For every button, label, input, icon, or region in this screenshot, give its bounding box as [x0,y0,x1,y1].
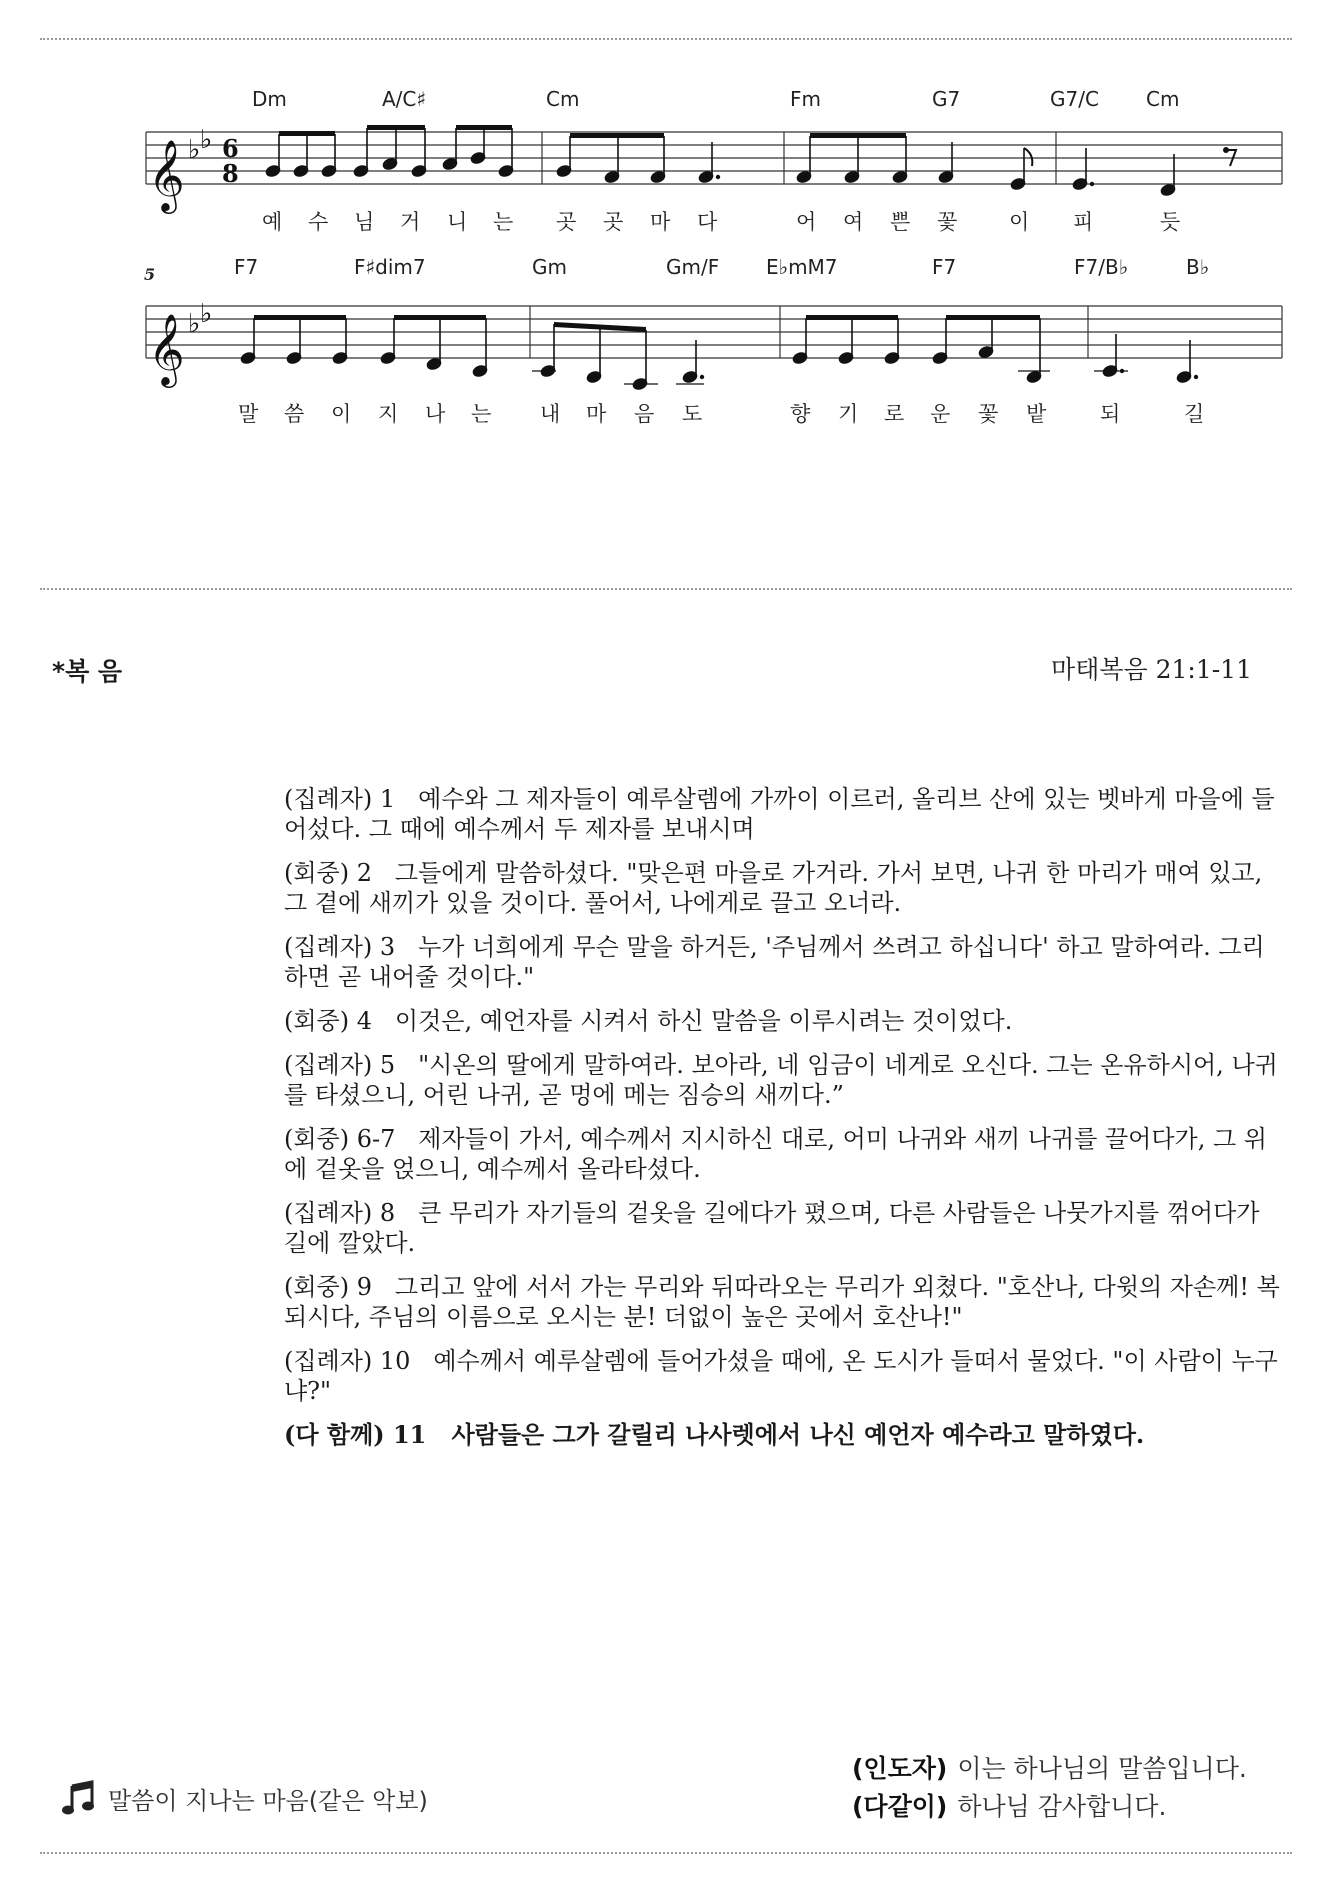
lyric-syllable: 향 [790,402,811,426]
verse-5 [284,1050,1284,1110]
lyric-syllable: 는 [471,402,492,426]
song-note-text: 말씀이 지나는 마음(같은 악보) [108,1786,428,1815]
lyric-syllable: 거 [400,210,421,234]
chord-symbol: F♯dim7 [354,255,426,279]
time-signature: 8 [222,159,239,188]
chord-symbol: Gm [532,255,567,279]
verse-text: 이것은, 예언자를 시켜서 하신 말씀을 이루시려는 것이었다. [394,1007,1013,1035]
lyric-syllable: 지 [378,402,399,426]
music-note-icon [62,1780,96,1816]
chord-symbol: F7 [234,255,259,279]
speaker-label: (집례자) 5 [284,1051,396,1079]
lyric-syllable: 되 [1100,402,1121,426]
lyric-syllable: 피 [1073,210,1094,234]
lyric-syllable: 곳 [556,210,577,234]
speaker-label: (회중) 6-7 [284,1125,396,1153]
verse-8 [284,1198,1284,1258]
notes-measure-5 [240,315,489,378]
scripture-reference: 마태복음 21:1-11 [1051,655,1252,684]
lyric-syllable: 이 [1009,210,1030,234]
verse-10 [284,1346,1284,1406]
verse-text: 예수와 그 제자들이 예루살렘에 가까이 이르러, 올리브 산에 있는 벳바게 마을에 들어섰다. 그 때에 예수께서 두 제자를 보내시며 [284,785,1275,843]
notes-measure-1 [265,125,515,178]
gospel-reading [284,784,1284,1464]
lyric-syllable: 마 [586,402,607,426]
lyric-syllable: 꽃 [978,402,999,426]
chord-symbol: E♭mM7 [766,255,838,279]
all-text: 하나님 감사합니다. [957,1792,1167,1821]
lyric-syllable: 마 [650,210,671,234]
lyric-syllable: 도 [682,402,703,426]
lyric-syllable: 내 [540,402,561,426]
lyric-syllable: 듯 [1160,210,1181,234]
lyric-syllable: 수 [308,210,329,234]
speaker-label: (집례자) 8 [284,1199,396,1227]
treble-clef: 𝄞 [148,138,185,211]
flat-sign: ♭ [188,309,201,339]
chord-symbol: Dm [252,87,287,111]
staff-system-2 [144,255,1282,426]
lyric-syllable: 이 [331,402,352,426]
section-title: *복 음 [52,657,123,686]
lyric-syllable: 어 [796,210,817,234]
verse-text: 사람들은 그가 갈릴리 나사렛에서 나신 예언자 예수라고 말하였다. [451,1420,1145,1449]
lyric-syllable: 기 [838,402,859,426]
lyric-syllable: 로 [884,402,905,426]
chord-symbol: F7 [932,255,957,279]
speaker-label: (회중) 4 [284,1007,372,1035]
lyrics-line-2 [238,402,1204,426]
lyric-syllable: 니 [447,210,468,234]
verse-4 [284,1006,1284,1036]
chord-symbol: G7/C [1050,87,1099,111]
lyric-syllable: 예 [262,210,283,234]
verse-text: 그들에게 말씀하셨다. "맞은편 마을로 가거라. 가서 보면, 나귀 한 마리가 매여 있고, 그 곁에 새끼가 있을 것이다. 풀어서, 나에게로 끌고 오너라. [284,859,1263,917]
lyric-syllable: 는 [493,210,514,234]
notes-measure-4 [1072,147,1236,197]
flat-sign: ♭ [200,125,213,155]
flat-sign: ♭ [188,135,201,165]
verse-text: 누가 너희에게 무슨 말을 하거든, '주님께서 쓰려고 하십니다' 하고 말하여라. 그리하면 곧 내어줄 것이다." [284,933,1265,991]
speaker-label: (집례자) 10 [284,1347,411,1375]
verse-11 [284,1420,1284,1450]
verse-2 [284,858,1284,918]
lyric-syllable: 다 [697,210,718,234]
verse-1 [284,784,1284,844]
lyric-syllable: 밭 [1026,402,1047,426]
verse-text: 그리고 앞에 서서 가는 무리와 뒤따라오는 무리가 외쳤다. "호산나, 다윗의 자손께! 복되시다, 주님의 이름으로 오시는 분! 더없이 높은 곳에서 호산나!" [284,1273,1280,1331]
notes-measure-3 [796,133,1033,191]
treble-clef: 𝄞 [148,312,185,385]
verse-text: 제자들이 가서, 예수께서 지시하신 대로, 어미 나귀와 새끼 나귀를 끌어다가, 그 위에 겉옷을 얹으니, 예수께서 올라타셨다. [284,1125,1267,1183]
lyric-syllable: 쁜 [890,210,911,234]
verse-3 [284,932,1284,992]
notes-measure-7 [792,315,1050,384]
chord-symbol: F7/B♭ [1074,255,1129,279]
measure-number: 5 [144,265,156,284]
lyric-syllable: 씀 [284,402,305,426]
song-reference [62,1780,428,1816]
notes-measure-8 [1094,334,1198,384]
speaker-label: (다 함께) 11 [284,1420,427,1449]
staff-system-1 [146,87,1282,234]
chord-symbol: Gm/F [666,255,720,279]
lyric-syllable: 꽃 [937,210,958,234]
bottom-divider [40,1852,1292,1854]
speaker-label: (회중) 9 [284,1273,372,1301]
middle-divider [40,588,1292,590]
lyric-syllable: 님 [354,210,375,234]
chord-symbol: Fm [790,87,821,111]
lyrics-line-1 [262,210,1180,234]
lyric-syllable: 나 [425,402,446,426]
chord-symbol: G7 [932,87,961,111]
leader-role: (인도자) [852,1754,948,1783]
speaker-label: (집례자) 3 [284,933,396,961]
verse-9 [284,1272,1284,1332]
lyric-syllable: 말 [238,402,259,426]
lyric-syllable: 음 [634,402,655,426]
lyric-syllable: 곳 [603,210,624,234]
verse-6-7 [284,1124,1284,1184]
response-block [852,1750,1247,1826]
chord-symbol: Cm [1146,87,1180,111]
verse-text: "시온의 딸에게 말하여라. 보아라, 네 임금이 네게로 오신다. 그는 온유하시어, 나귀를 타셨으니, 어린 나귀, 곧 멍에 메는 짐승의 새끼다.” [284,1051,1278,1109]
time-signature: 6 [222,134,239,163]
all-role: (다같이) [852,1792,948,1821]
speaker-label: (집례자) 1 [284,785,396,813]
lyric-syllable: 길 [1184,402,1205,426]
leader-text: 이는 하나님의 말씀입니다. [957,1754,1247,1783]
chord-symbol: Cm [546,87,580,111]
verse-text: 큰 무리가 자기들의 겉옷을 길에다가 폈으며, 다른 사람들은 나뭇가지를 꺾어다가 길에 깔았다. [284,1199,1260,1257]
flat-sign: ♭ [200,299,213,329]
chord-symbol: B♭ [1186,255,1210,279]
lyric-syllable: 여 [843,210,864,234]
verse-text: 예수께서 예루살렘에 들어가셨을 때에, 온 도시가 들떠서 물었다. "이 사람이 누구냐?" [284,1347,1278,1405]
leader-line [852,1750,1247,1788]
all-line [852,1788,1247,1826]
speaker-label: (회중) 2 [284,859,372,887]
sheet-music [0,0,1332,460]
lyric-syllable: 운 [930,402,951,426]
chord-symbol: A/C♯ [382,87,427,111]
